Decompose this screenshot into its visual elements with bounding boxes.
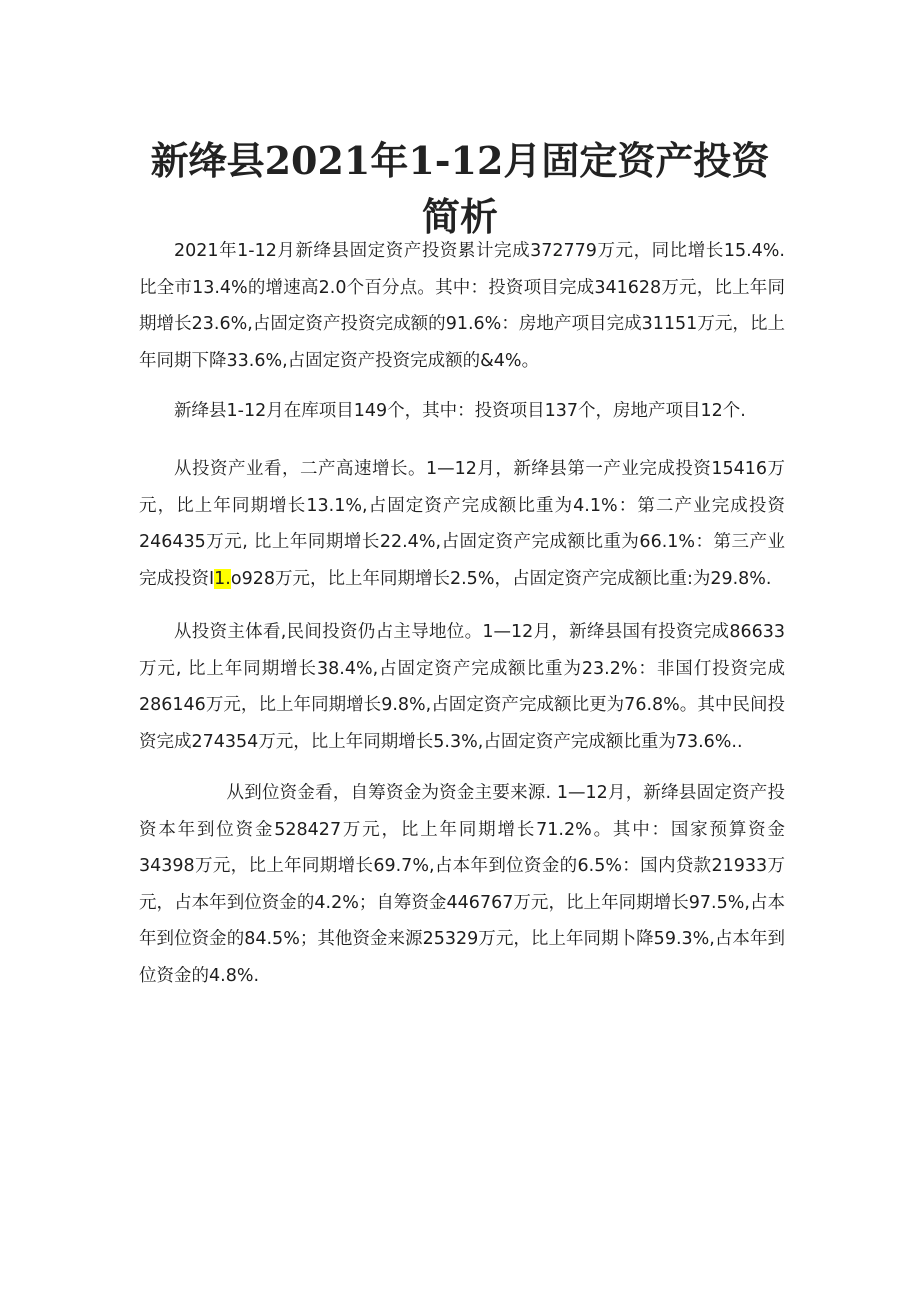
paragraph-investor: 从投资主体看,民间投资仍占主导地位。1—12月，新绛县国有投资完成86633万元, 比上年同期增长38.4%,占固定资产完成额比重为23.2%：非国仃投资完成286146万元，比上年同期增长9.8%,占固定资产完成额比更为76.8%。其中民间投资完成274354万元，比上年同期增长5.3%,占固定资产完成额比重为73.6%.. bbox=[139, 622, 785, 752]
paragraph-overview: 2021年1-12月新绛县固定资产投资累计完成372779万元，同比增长15.4%.比全市13.4%的增速高2.0个百分点。其中：投资项目完成341628万元，比上年同期增长23.6%,占固定资产投资完成额的91.6%：房地产项目完成31151万元，比上年同期下降33.6%,占固定资产投资完成额的&4%。 bbox=[139, 241, 785, 371]
paragraph-project-count: 新绛县1-12月在库项目149个，其中：投资项目137个，房地产项目12个. bbox=[174, 401, 746, 421]
document-title: 新绛县2021年1-12月固定资产投资简析 bbox=[150, 138, 770, 240]
paragraph-funding: 从到位资金看，自筹资金为资金主要来源. 1—12月，新绛县固定资产投资本年到位资金528427万元，比上年同期增长71.2%。其中：国家预算资金34398万元，比上年同期增长69.7%,占本年到位资金的6.5%：国内贷款21933万元，占本年到位资金的4.2%；自筹资金446767万元，比上年同期增长97.5%,占本年到位资金的84.5%；其他资金来源25329万元，比上年同期卜降59.3%,占本年到位资金的4.8%. bbox=[139, 783, 785, 986]
highlighted-text: 1. bbox=[214, 568, 231, 589]
paragraph-industry-text-a: 从投资产业看，二产高速增长。1—12月，新绛县第一产业完成投资15416万元，比上年同期增长13.1%,占固定资产完成额比重为4.1%：第二产业完成投资246435万元, 比上年同期增长22.4%,占固定资产完成额比重为66.1%：第三产业完成投资I bbox=[139, 459, 785, 589]
paragraph-industry bbox=[139, 451, 785, 597]
paragraph-industry-text-b: o928万元，比上年同期增长2.5%，占固定资产完成额比重:为29.8%. bbox=[230, 568, 772, 589]
